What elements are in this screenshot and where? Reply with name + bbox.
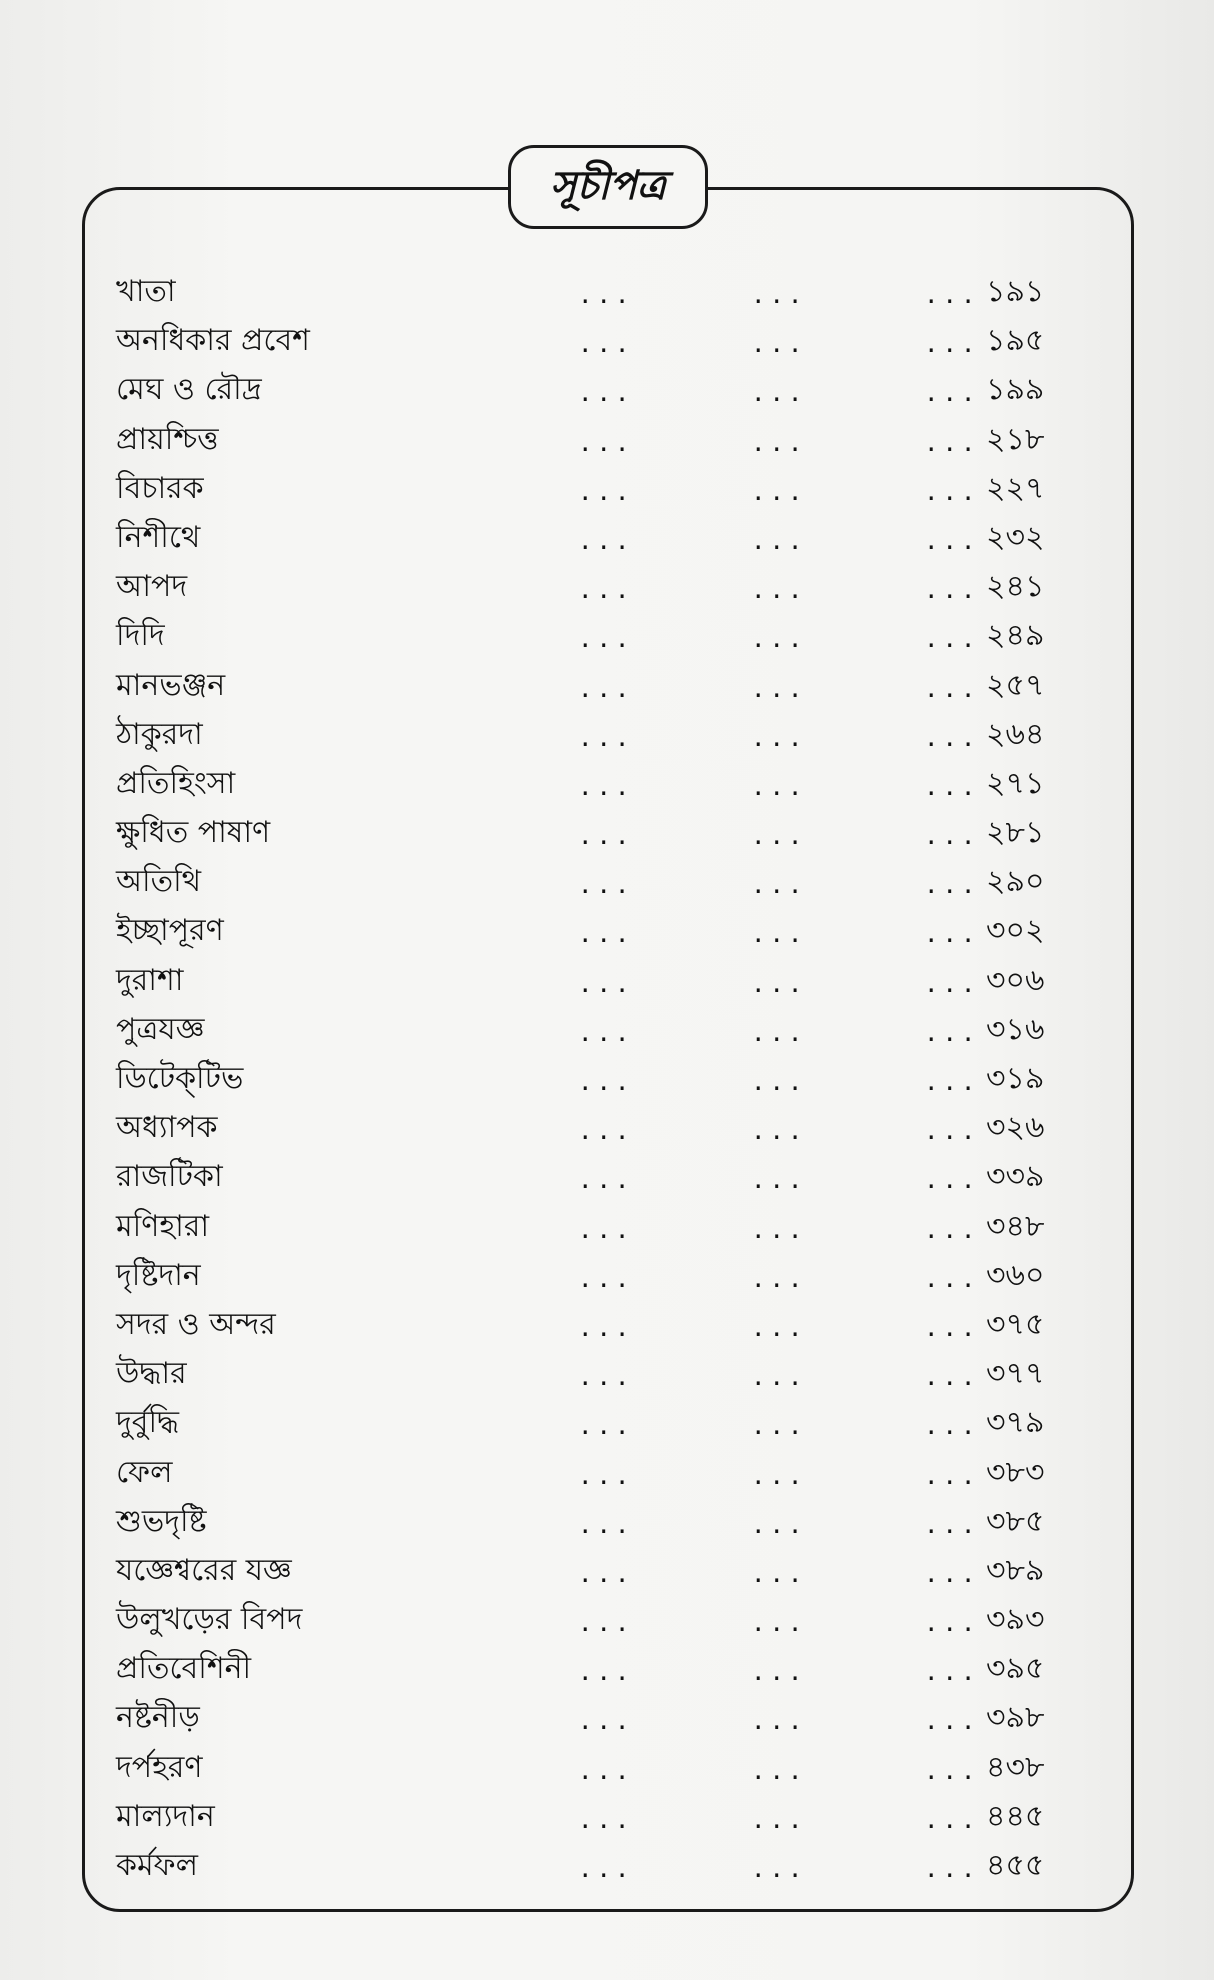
story-title: মণিহারা (116, 1208, 210, 1244)
toc-row (116, 1300, 1056, 1349)
dot-leader: ... (578, 625, 634, 654)
dot-leader: ... (578, 526, 634, 555)
story-title: মেঘ ও রৌদ্র (116, 372, 262, 408)
dot-leader: ... (924, 822, 980, 851)
dot-leader: ... (578, 281, 634, 309)
dot-leader: ... (751, 1018, 807, 1047)
dot-leader: ... (751, 1068, 807, 1096)
story-title: শুভদৃষ্টি (116, 1503, 207, 1539)
toc-row (116, 611, 1056, 660)
toc-row (116, 857, 1056, 906)
dot-leader: ... (924, 969, 980, 998)
dot-leader: ... (924, 1313, 980, 1342)
dot-leader: ... (924, 330, 980, 359)
story-title: বিচারক (116, 470, 204, 506)
toc-row (116, 1693, 1056, 1742)
page-title: সূচীপত্র (550, 161, 666, 209)
toc-row (116, 1644, 1056, 1693)
toc-row (116, 415, 1056, 464)
story-title: পুত্রযজ্ঞ (116, 1011, 205, 1047)
dot-leader: ... (578, 428, 634, 457)
dot-leader: ... (578, 1264, 634, 1293)
dot-leader: ... (751, 1461, 807, 1490)
dot-leader: ... (751, 674, 807, 703)
dot-leader: ... (578, 1855, 634, 1883)
dot-leader: ... (751, 1412, 807, 1441)
dot-leader: ... (751, 330, 807, 359)
story-title: উদ্ধার (116, 1356, 187, 1392)
dot-leader: ... (578, 1707, 634, 1736)
dot-leader: ... (578, 1068, 634, 1096)
page-number: ৩৭৭ (986, 1356, 1045, 1392)
dot-leader: ... (924, 1510, 980, 1539)
dot-leader: ... (924, 1559, 980, 1588)
story-title: ইচ্ছাপূরণ (116, 913, 224, 949)
dot-leader: ... (751, 920, 807, 949)
page-number: ৩৭৫ (986, 1306, 1045, 1342)
page-number: ১৯৯ (986, 372, 1045, 408)
dot-leader: ... (751, 428, 807, 457)
story-title: অতিথি (116, 864, 202, 900)
story-title: সদর ও অন্দর (116, 1306, 276, 1342)
dot-leader: ... (578, 1461, 634, 1490)
dot-leader: ... (924, 1805, 980, 1834)
dot-leader: ... (751, 1707, 807, 1736)
toc-row (116, 1103, 1056, 1152)
dot-leader: ... (578, 1805, 634, 1834)
dot-leader: ... (751, 1264, 807, 1293)
dot-leader: ... (578, 772, 634, 801)
dot-leader: ... (578, 379, 634, 408)
dot-leader: ... (578, 920, 634, 949)
story-title: উলুখড়ের বিপদ (116, 1602, 303, 1638)
dot-leader: ... (578, 1166, 634, 1195)
dot-leader: ... (751, 1117, 807, 1146)
dot-leader: ... (578, 1215, 634, 1244)
dot-leader: ... (924, 1707, 980, 1736)
page-number: ২৪১ (986, 569, 1045, 605)
toc-row (116, 316, 1056, 365)
dot-leader: ... (751, 1215, 807, 1244)
story-title: দৃষ্টিদান (116, 1257, 201, 1293)
story-title: যজ্ঞেশ্বরের যজ্ঞ (116, 1552, 292, 1588)
toc-row (116, 710, 1056, 759)
dot-leader: ... (751, 477, 807, 506)
dot-leader: ... (924, 1068, 980, 1096)
toc-row (116, 1497, 1056, 1546)
toc-row (116, 1792, 1056, 1841)
page-number: ৩০২ (986, 913, 1045, 949)
toc-row (116, 1595, 1056, 1644)
page-number: ২৮১ (986, 815, 1045, 851)
story-title: খাতা (116, 274, 176, 309)
dot-leader: ... (578, 1609, 634, 1638)
dot-leader: ... (578, 1412, 634, 1441)
dot-leader: ... (578, 1756, 634, 1785)
page-number: ৩৯৩ (986, 1602, 1045, 1638)
dot-leader: ... (578, 871, 634, 900)
page-number: ৩১৬ (986, 1011, 1045, 1047)
toc-row (116, 808, 1056, 857)
dot-leader: ... (924, 526, 980, 555)
dot-leader: ... (924, 1756, 980, 1785)
page-number: ৩৯৫ (986, 1651, 1045, 1687)
dot-leader: ... (924, 1215, 980, 1244)
dot-leader: ... (578, 1018, 634, 1047)
dot-leader: ... (924, 576, 980, 605)
dot-leader: ... (578, 723, 634, 752)
page-number: ৪৪৫ (986, 1798, 1045, 1834)
page-number: ৩৬০ (986, 1257, 1045, 1293)
toc-row (116, 1546, 1056, 1595)
toc-row (116, 1349, 1056, 1398)
dot-leader: ... (924, 1018, 980, 1047)
toc-row (116, 562, 1056, 611)
page-number: ১৯১ (986, 274, 1045, 309)
story-title: ডিটেক্‌টিভ (116, 1061, 244, 1096)
toc-row (116, 464, 1056, 513)
dot-leader: ... (751, 871, 807, 900)
dot-leader: ... (578, 1313, 634, 1342)
page-number: ৩০৬ (986, 962, 1045, 998)
dot-leader: ... (924, 772, 980, 801)
dot-leader: ... (751, 379, 807, 408)
dot-leader: ... (578, 477, 634, 506)
page-number: ২১৮ (986, 421, 1045, 457)
page-number: ৪৫৫ (986, 1848, 1045, 1883)
dot-leader: ... (924, 674, 980, 703)
page-number: ৪৩৮ (986, 1749, 1045, 1785)
page-number: ৩৭৯ (986, 1405, 1045, 1441)
dot-leader: ... (924, 1609, 980, 1638)
dot-leader: ... (751, 1510, 807, 1539)
story-title: নিশীথে (116, 519, 201, 555)
dot-leader: ... (578, 822, 634, 851)
toc-row (116, 1841, 1056, 1890)
dot-leader: ... (751, 1805, 807, 1834)
toc-row (116, 1054, 1056, 1103)
page-number: ৩৮৫ (986, 1503, 1045, 1539)
toc-row (116, 1152, 1056, 1201)
dot-leader: ... (751, 1313, 807, 1342)
dot-leader: ... (578, 1117, 634, 1146)
dot-leader: ... (924, 625, 980, 654)
dot-leader: ... (751, 723, 807, 752)
story-title: দুরাশা (116, 962, 184, 998)
dot-leader: ... (578, 674, 634, 703)
page-number: ২৯০ (986, 864, 1045, 900)
dot-leader: ... (578, 969, 634, 998)
dot-leader: ... (924, 920, 980, 949)
page-number: ২৭১ (986, 765, 1045, 801)
dot-leader: ... (751, 969, 807, 998)
story-title: অনধিকার প্রবেশ (116, 323, 310, 359)
page-number: ৩২৬ (986, 1110, 1045, 1146)
dot-leader: ... (924, 281, 980, 309)
dot-leader: ... (751, 281, 807, 309)
dot-leader: ... (924, 1855, 980, 1883)
dot-leader: ... (578, 576, 634, 605)
story-title: প্রতিহিংসা (116, 765, 236, 801)
page-number: ৩৮৯ (986, 1552, 1045, 1588)
dot-leader: ... (924, 1412, 980, 1441)
story-title: প্রতিবেশিনী (116, 1651, 252, 1687)
dot-leader: ... (924, 477, 980, 506)
dot-leader: ... (924, 1363, 980, 1392)
dot-leader: ... (751, 1609, 807, 1638)
dot-leader: ... (751, 1756, 807, 1785)
page-number: ১৯৫ (986, 323, 1045, 359)
page-number: ২৪৯ (986, 618, 1045, 654)
story-title: কর্মফল (116, 1848, 198, 1883)
story-title: অধ্যাপক (116, 1110, 218, 1146)
page-number: ২২৭ (986, 470, 1045, 506)
dot-leader: ... (924, 871, 980, 900)
toc-row (116, 1005, 1056, 1054)
dot-leader: ... (578, 1658, 634, 1687)
story-title: আপদ (116, 569, 188, 605)
dot-leader: ... (924, 1658, 980, 1687)
story-title: মাল্যদান (116, 1798, 215, 1834)
toc-row (116, 267, 1056, 316)
dot-leader: ... (751, 625, 807, 654)
story-title: দুর্বুদ্ধি (116, 1405, 180, 1441)
dot-leader: ... (924, 1264, 980, 1293)
page-number: ২৬৪ (986, 716, 1045, 752)
page-number: ২৫৭ (986, 667, 1045, 703)
toc-row (116, 513, 1056, 562)
dot-leader: ... (751, 1166, 807, 1195)
story-title: ফেল (116, 1454, 173, 1490)
page-number: ৩৯৮ (986, 1700, 1045, 1736)
toc-row (116, 661, 1056, 710)
page-number: ৩৪৮ (986, 1208, 1045, 1244)
story-title: নষ্টনীড় (116, 1700, 200, 1736)
dot-leader: ... (578, 1510, 634, 1539)
table-of-contents (116, 267, 1056, 1890)
dot-leader: ... (924, 723, 980, 752)
dot-leader: ... (751, 1363, 807, 1392)
story-title: মানভঞ্জন (116, 667, 226, 703)
dot-leader: ... (751, 772, 807, 801)
toc-row (116, 906, 1056, 955)
dot-leader: ... (578, 1363, 634, 1392)
toc-row (116, 1202, 1056, 1251)
toc-row (116, 1743, 1056, 1792)
dot-leader: ... (924, 428, 980, 457)
story-title: প্রায়শ্চিত্ত (116, 421, 219, 457)
dot-leader: ... (924, 1461, 980, 1490)
dot-leader: ... (578, 330, 634, 359)
page-number: ৩৩৯ (986, 1159, 1045, 1195)
dot-leader: ... (751, 1658, 807, 1687)
story-title: ঠাকুরদা (116, 716, 203, 752)
page-number: ৩৮৩ (986, 1454, 1045, 1490)
dot-leader: ... (751, 1559, 807, 1588)
page-number: ৩১৯ (986, 1061, 1045, 1096)
story-title: দর্পহরণ (116, 1749, 203, 1785)
toc-row (116, 1251, 1056, 1300)
dot-leader: ... (924, 1166, 980, 1195)
dot-leader: ... (751, 1855, 807, 1883)
dot-leader: ... (578, 1559, 634, 1588)
toc-row (116, 365, 1056, 414)
toc-row (116, 1398, 1056, 1447)
toc-row (116, 956, 1056, 1005)
story-title: ক্ষুধিত পাষাণ (116, 815, 271, 851)
toc-row (116, 1448, 1056, 1497)
dot-leader: ... (751, 822, 807, 851)
story-title: রাজটিকা (116, 1159, 223, 1195)
dot-leader: ... (924, 379, 980, 408)
page-number: ২৩২ (986, 519, 1045, 555)
dot-leader: ... (751, 576, 807, 605)
dot-leader: ... (751, 526, 807, 555)
dot-leader: ... (924, 1117, 980, 1146)
heading-box (508, 145, 708, 229)
story-title: দিদি (116, 618, 165, 654)
toc-row (116, 759, 1056, 808)
